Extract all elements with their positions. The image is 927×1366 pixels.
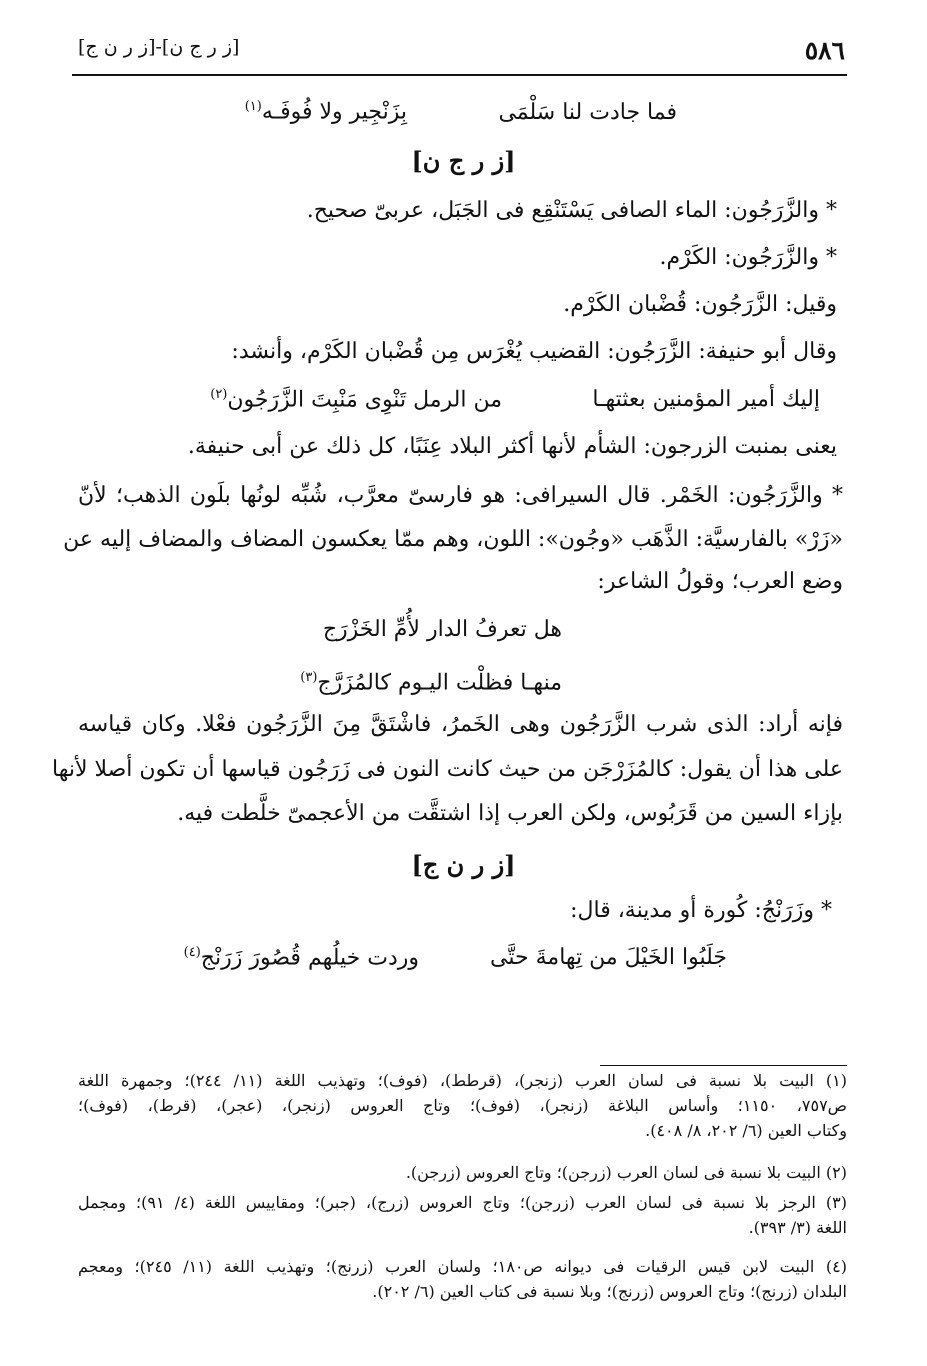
page-number: ٥٨٦: [804, 36, 845, 65]
footnote-1-line-3: وكتاب العين (٦/ ٢٠٢، ٨/ ٤٠٨).: [645, 1121, 847, 1140]
footnote-1: [78, 1068, 847, 1143]
entry-line-3: وقيل: الزَّرَجُون: قُضْبان الكَرْم.: [563, 292, 837, 317]
paragraph2-line-1: فإنه أراد: الذى شرب الزَّرَجُون وهى الخَمرُ، فاشْتَقَّ مِنَ الزَّرَجُون فعْلا. وكان قياسه: [78, 712, 843, 737]
entry-line-1: * والزَّرَجُون: الماء الصافى يَسْتَنْقِع فى الجَبَل، عربىّ صحيح.: [306, 198, 837, 223]
footnote-1-line-1: (١) البيت بلا نسبة فى لسان العرب (زنجر)، (قرطط)، (فوف)؛ وتهذيب اللغة (١١/ ٢٤٤)؛ وجمهرة اللغة: [78, 1071, 848, 1090]
verse2-left-hemistich: [184, 938, 419, 973]
section-heading-zrnj: [ز ر ن ج]: [411, 850, 516, 879]
footnote-3-line-2: اللغة (٣/ ٣٩٣).: [748, 1218, 847, 1237]
verse1-left-text: من الرمل تَنْوِى مَنْبِتَ الزَّرَجُون: [227, 387, 502, 413]
section-heading-zrjn: [ز ر ج ن]: [411, 146, 516, 175]
footnote-3: [78, 1190, 847, 1240]
verse2-left-text: وردت خيلُهم قُصُورَ زَرَنْج: [200, 945, 419, 971]
rajaz-line-2-text: منهـا فظلْت اليـوم كالمُزَرَّج: [317, 670, 562, 696]
paragraph-line-3: وضع العرب؛ وقولُ الشاعر:: [597, 569, 843, 594]
entry-line-5: يعنى بمنبت الزرجون: الشأم لأنها أكثر البلاد عِنَبًا، كل ذلك عن أبى حنيفة.: [187, 434, 837, 459]
footnote-ref-3: (٣): [300, 670, 318, 685]
footnote-4-line-2: البلدان (زرنج)؛ وتاج العروس (زرنج)؛ وبلا نسبة فى كتاب العين (٦/ ٢٠٢).: [372, 1282, 847, 1301]
verse2-right-hemistich: جَلَبُوا الخَيْلَ من تِهامةَ حتَّى: [490, 945, 727, 970]
rajaz-line-1: هل تعرفُ الدار لأُمِّ الخَزْرَج: [322, 617, 562, 642]
paragraph2-line-2: على هذا أن يقول: كالمُزَرْجَن من حيث كانت النون فى زَرَجُون قياسها أن تكون أصلا لأنها: [51, 757, 843, 782]
footnote-3-line-1: (٣) الرجز بلا نسبة فى لسان العرب (زرجن)؛ وتاج العروس (زرج)، (جبر)؛ ومقاييس اللغة (٤/ ٩١)؛ ومجمل: [78, 1193, 847, 1212]
footnote-1-line-2: ص٧٥٧، ١١٥٠؛ وأساس البلاغة (زنجر)، (فوف)؛ وتاج العروس (زنجر)، (عجر)، (قرط)، (فوف)؛: [78, 1096, 847, 1115]
footnote-ref-4: (٤): [183, 945, 201, 960]
footnote-ref-2: (٢): [210, 387, 228, 402]
rajaz-line-2: [300, 663, 562, 698]
footnote-rule: [600, 1065, 847, 1066]
verse0-left-text: بِزَنْجِير ولا فُوفَـه: [261, 99, 407, 125]
entry-line-zarang: * وزَرَنْجُ: كُورة أو مدينة، قال:: [570, 898, 832, 923]
entry-line-4: وقال أبو حنيفة: الزَّرَجُون: القضيب يُغْرَس مِن قُضْبان الكَرْم، وأنشد:: [231, 339, 837, 364]
verse0-right-hemistich: فما جادت لنا سَلْمَى: [498, 100, 677, 125]
footnote-2-line-1: (٢) البيت بلا نسبة فى لسان العرب (زرجن)؛ وتاج العروس (زرجن).: [405, 1163, 847, 1182]
paragraph2-line-3: بإزاء السين من قَرَبُوس، ولكن العرب إذا اشتقَّت من الأعجمىّ خلَّطت فيه.: [177, 801, 843, 826]
footnote-ref-1: (١): [244, 99, 262, 114]
verse1-right-hemistich: إليك أمير المؤمنين بعثتهـا: [592, 387, 820, 412]
footnote-4: [78, 1254, 847, 1304]
running-title: [ز ر ج ن]-[ز ر ن ج]: [78, 36, 240, 58]
footnote-4-line-1: (٤) البيت لابن قيس الرقيات فى ديوانه ص١٨٠؛ ولسان العرب (زرنج)؛ وتهذيب اللغة (١١/ ٢٤٥)؛ ومعجم: [78, 1257, 847, 1276]
footnote-2: [78, 1160, 847, 1185]
verse1-left-hemistich: [210, 380, 502, 415]
paragraph-line-1: * والزَّرَجُون: الخَمْر. قال السيرافى: هو فارسىّ معرَّب، شُبِّه لونُها بلَون الذهب؛ لأنّ: [78, 483, 843, 508]
entry-line-2: * والزَّرَجُون: الكَرْم.: [659, 245, 837, 270]
verse0-left-hemistich: [245, 92, 407, 127]
paragraph-line-2: «زَرْ» بالفارسيَّة: الذَّهَب «وجُون»: اللون، وهم ممّا يعكسون المضاف والمضاف إليه عن: [63, 527, 843, 552]
header-rule: [72, 74, 847, 76]
